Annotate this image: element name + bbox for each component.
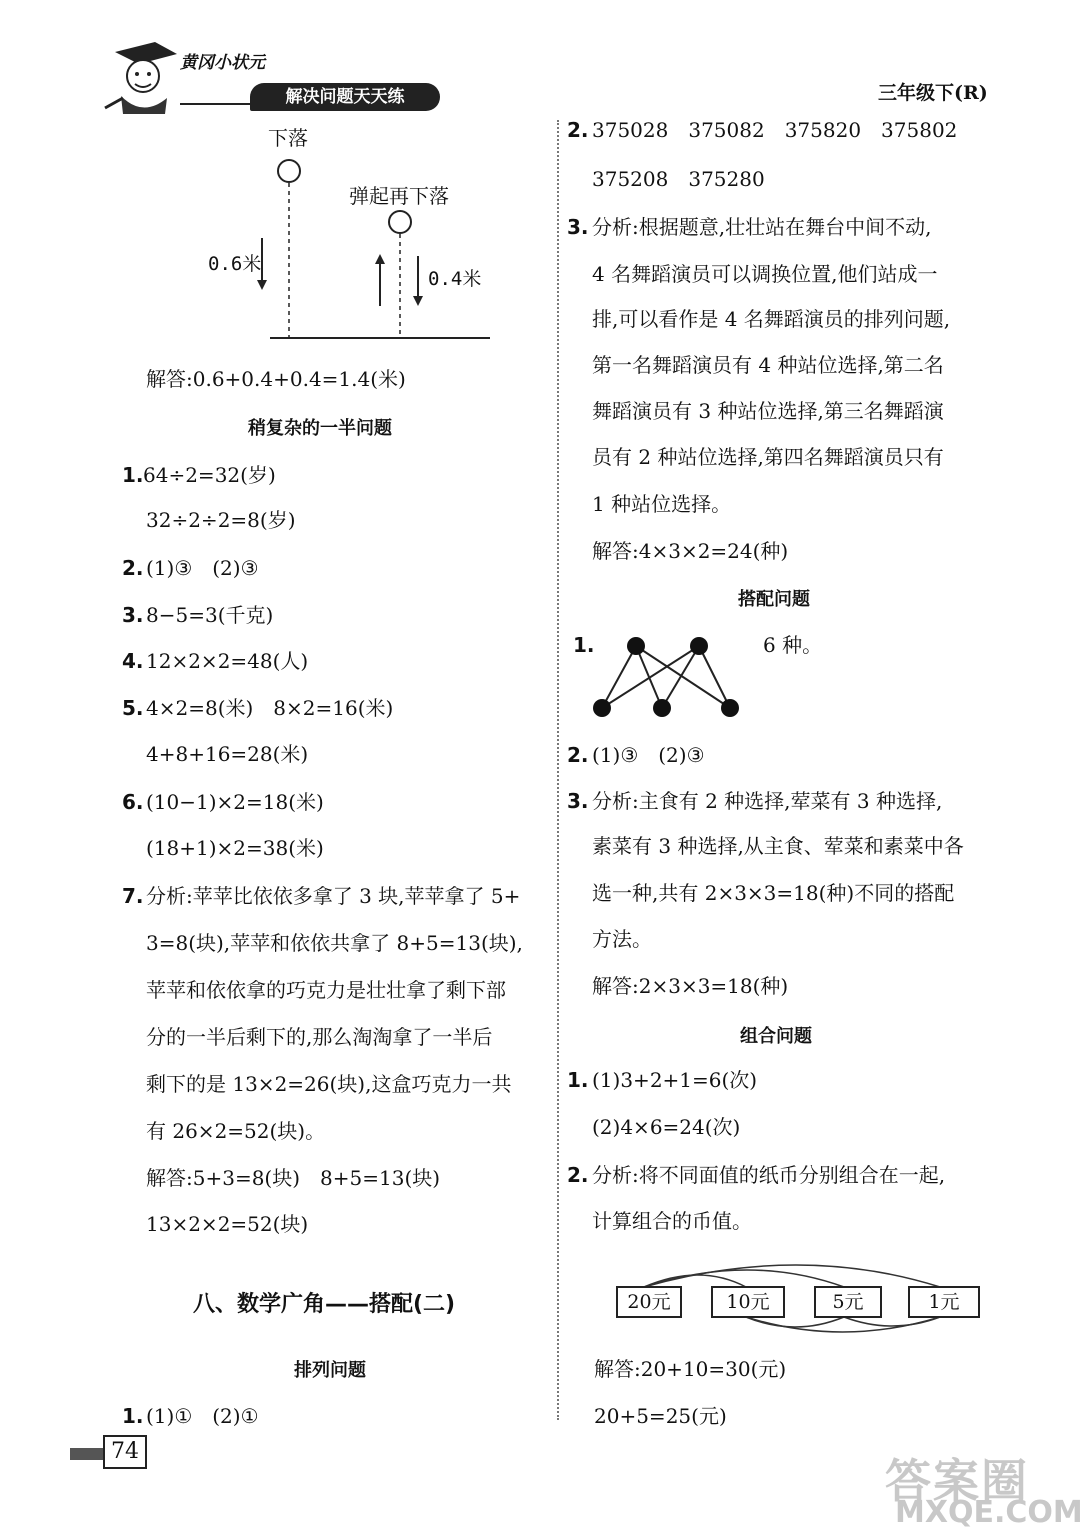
brand-title: 黄冈小状元 bbox=[180, 53, 265, 73]
analysis-line: 选一种,共有 2×3×3=18(种)不同的搭配 bbox=[592, 881, 955, 905]
analysis-line: 方法。 bbox=[592, 927, 652, 951]
section-title-combination: 组合问题 bbox=[740, 1026, 812, 1047]
analysis-line: 计算组合的币值。 bbox=[592, 1209, 752, 1233]
note-20-yuan: 20元 bbox=[616, 1286, 682, 1318]
header-banner: 解决问题天天练 bbox=[250, 83, 440, 111]
item-number: 7. bbox=[122, 884, 144, 908]
analysis-line: 1 种站位选择。 bbox=[592, 492, 732, 516]
answer-line: (1)3+2+1=6(次) bbox=[592, 1068, 758, 1092]
item-number: 6. bbox=[122, 790, 144, 814]
page-marker bbox=[70, 1448, 103, 1460]
brand-underline bbox=[180, 103, 260, 105]
answer-line: 8−5=3(千克) bbox=[146, 603, 274, 627]
analysis-line: 分析:将不同面值的纸币分别组合在一起, bbox=[592, 1163, 946, 1187]
item-number: 2. bbox=[567, 1163, 589, 1187]
column-divider bbox=[557, 120, 559, 1420]
answer-line: 解答:4×3×2=24(种) bbox=[592, 539, 789, 563]
note-10-yuan: 10元 bbox=[711, 1286, 785, 1318]
analysis-line: 苹苹和依依拿的巧克力是壮壮拿了剩下部 bbox=[146, 978, 506, 1002]
analysis-line: 3=8(块),苹苹和依依共拿了 8+5=13(块), bbox=[146, 931, 523, 955]
note-1-yuan: 1元 bbox=[908, 1286, 980, 1318]
dot-bottom-3 bbox=[721, 699, 739, 717]
answer-line: 13×2×2=52(块) bbox=[146, 1212, 309, 1236]
analysis-line: 舞蹈演员有 3 种站位选择,第三名舞蹈演 bbox=[592, 399, 944, 423]
chapter-title: 八、数学广角——搭配(二) bbox=[193, 1292, 456, 1317]
answer-line: (10−1)×2=18(米) bbox=[146, 790, 324, 814]
answer-top: 解答:0.6+0.4+0.4=1.4(米) bbox=[146, 367, 406, 391]
grade-label: 三年级下(R) bbox=[878, 82, 988, 104]
answer-line: (2)4×6=24(次) bbox=[592, 1115, 741, 1139]
ball-top-icon bbox=[278, 160, 300, 182]
item-number: 2. bbox=[122, 556, 144, 580]
analysis-line: 4 名舞蹈演员可以调换位置,他们站成一 bbox=[592, 262, 938, 286]
answer-line: 12×2×2=48(人) bbox=[146, 649, 309, 673]
matching-diagram bbox=[590, 628, 760, 728]
dot-bottom-2 bbox=[653, 699, 671, 717]
dot-top-2 bbox=[690, 637, 708, 655]
item-number: 1. bbox=[567, 1068, 589, 1092]
analysis-line: 分析:苹苹比依依多拿了 3 块,苹苹拿了 5+ bbox=[146, 884, 521, 908]
mascot-icon bbox=[95, 38, 185, 118]
section-title-half: 稍复杂的一半问题 bbox=[248, 418, 392, 439]
answer-line: (18+1)×2=38(米) bbox=[146, 836, 324, 860]
item-number: 2. bbox=[567, 743, 589, 767]
watermark-logo: 答案圈 bbox=[885, 1454, 1029, 1508]
analysis-line: 分的一半后剩下的,那么淘淘拿了一半后 bbox=[146, 1025, 493, 1049]
dot-bottom-1 bbox=[593, 699, 611, 717]
analysis-line: 剩下的是 13×2=26(块),这盒巧克力一共 bbox=[146, 1072, 512, 1096]
analysis-line: 第一名舞蹈演员有 4 种站位选择,第二名 bbox=[592, 353, 944, 377]
item-number: 3. bbox=[567, 215, 589, 239]
diagram-drop-label: 下落 bbox=[268, 126, 308, 150]
item-number: 1. bbox=[573, 633, 595, 657]
answer-line: 375208 375280 bbox=[592, 167, 765, 191]
answer-line: (1)③ (2)③ bbox=[592, 743, 705, 767]
diagram-bounce-label: 弹起再下落 bbox=[349, 184, 449, 208]
item-number: 1. bbox=[122, 1404, 144, 1428]
answer-line: 20+5=25(元) bbox=[594, 1404, 727, 1428]
analysis-line: 员有 2 种站位选择,第四名舞蹈演员只有 bbox=[592, 445, 944, 469]
bounce-diagram bbox=[200, 150, 500, 350]
item-number: 3. bbox=[567, 789, 589, 813]
answer-line: 375028 375082 375820 375802 bbox=[592, 118, 958, 142]
answer-line: 4+8+16=28(米) bbox=[146, 742, 309, 766]
section-title-matching: 搭配问题 bbox=[738, 589, 810, 610]
answer-line: 解答:5+3=8(块) 8+5=13(块) bbox=[146, 1166, 441, 1190]
note-5-yuan: 5元 bbox=[814, 1286, 882, 1318]
analysis-line: 分析:根据题意,壮壮站在舞台中间不动, bbox=[592, 215, 932, 239]
item-number: 3. bbox=[122, 603, 144, 627]
section-title-permutation: 排列问题 bbox=[294, 1360, 366, 1381]
item-number: 5. bbox=[122, 696, 144, 720]
analysis-line: 分析:主食有 2 种选择,荤菜有 3 种选择, bbox=[592, 789, 943, 813]
answer-line: 32÷2÷2=8(岁) bbox=[146, 508, 296, 532]
item-number: 1. bbox=[122, 463, 144, 487]
answer-line: (1)① (2)① bbox=[146, 1404, 259, 1428]
answer-line: 4×2=8(米) 8×2=16(米) bbox=[146, 696, 394, 720]
analysis-line: 有 26×2=52(块)。 bbox=[146, 1119, 326, 1143]
item-number: 2. bbox=[567, 118, 589, 142]
len-label-1: 0.6米 bbox=[208, 253, 262, 275]
item-number: 4. bbox=[122, 649, 144, 673]
analysis-line: 排,可以看作是 4 名舞蹈演员的排列问题, bbox=[592, 307, 951, 331]
page-number: 74 bbox=[103, 1435, 147, 1469]
answer-line: 解答:20+10=30(元) bbox=[594, 1357, 787, 1381]
answer-line: 64÷2=32(岁) bbox=[143, 463, 276, 487]
watermark-url: MXQE.COM bbox=[895, 1495, 1083, 1530]
matching-result: 6 种。 bbox=[763, 633, 823, 657]
len-label-2: 0.4米 bbox=[428, 268, 482, 290]
ball-bounce-icon bbox=[389, 211, 411, 233]
answer-line: (1)③ (2)③ bbox=[146, 556, 259, 580]
analysis-line: 素菜有 3 种选择,从主食、荤菜和素菜中各 bbox=[592, 834, 964, 858]
answer-line: 解答:2×3×3=18(种) bbox=[592, 974, 789, 998]
dot-top-1 bbox=[627, 637, 645, 655]
